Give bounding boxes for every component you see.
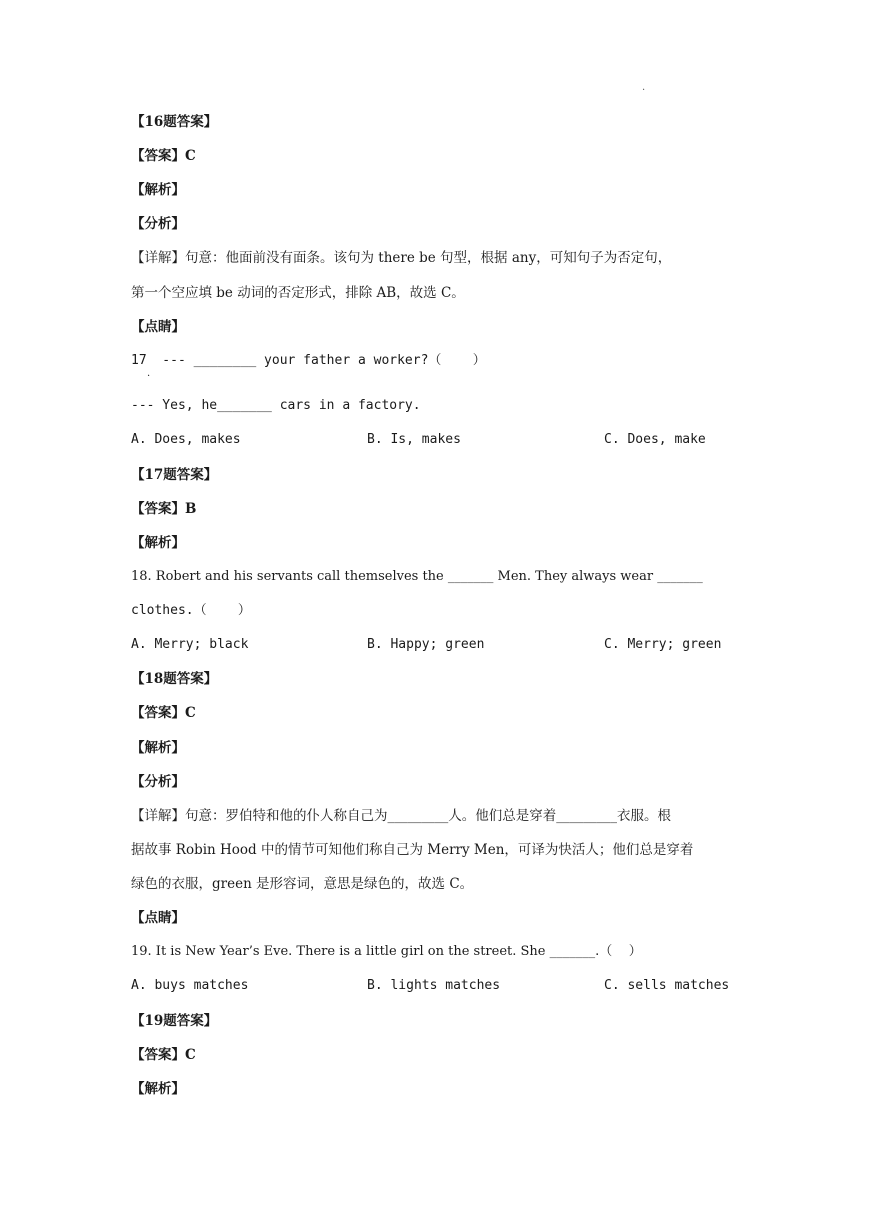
q18-option-c: C. Merry; green xyxy=(604,637,722,652)
header-dot: . xyxy=(642,82,646,93)
q18-stem-line-2: clothes.（ ） xyxy=(131,603,251,618)
q16-detail-line-2: 第一个空应填 be 动词的否定形式，排除 AB，故选 C。 xyxy=(131,285,465,301)
q19-stem: 19. It is New Year’s Eve. There is a little girl on the street. She _______.（ ） xyxy=(131,944,642,959)
q18-answer: 【答案】C xyxy=(131,705,196,721)
q19-analysis-heading: 【解析】 xyxy=(131,1081,185,1097)
q17-answer-heading: 【17题答案】 xyxy=(131,467,218,483)
q18-dianjing-heading: 【点睛】 xyxy=(131,910,185,926)
q16-detail-line-1: 【详解】句意：他面前没有面条。该句为 there be 句型，根据 any，可知句子为否定句， xyxy=(131,250,672,266)
q19-answer: 【答案】C xyxy=(131,1047,196,1063)
q18-detail-line-1: 【详解】句意：罗伯特和他的仆人称自己为_________人。他们总是穿着_________衣服。根 xyxy=(131,808,671,824)
q19-answer-heading: 【19题答案】 xyxy=(131,1013,218,1029)
q17-marker: . xyxy=(147,368,151,379)
q17-stem: 17 --- ________ your father a worker?（ ） xyxy=(131,353,486,368)
q18-option-b: B. Happy; green xyxy=(367,637,485,652)
q17-option-a: A. Does, makes xyxy=(131,432,241,447)
q18-stem-line-1: 18. Robert and his servants call themselves the _______ Men. They always wear _______ xyxy=(131,569,703,584)
q16-answer: 【答案】C xyxy=(131,148,196,164)
q18-option-a: A. Merry; black xyxy=(131,637,249,652)
q16-answer-heading: 【16题答案】 xyxy=(131,114,218,130)
q17-option-b: B. Is, makes xyxy=(367,432,461,447)
q17-stem-reply: --- Yes, he_______ cars in a factory. xyxy=(131,398,421,413)
q17-analysis-heading: 【解析】 xyxy=(131,535,185,551)
q19-option-c: C. sells matches xyxy=(604,978,730,993)
q18-detail-line-2: 据故事 Robin Hood 中的情节可知他们称自己为 Merry Men，可译为快活人；他们总是穿着 xyxy=(131,842,694,858)
q17-answer: 【答案】B xyxy=(131,501,197,517)
q17-option-c: C. Does, make xyxy=(604,432,706,447)
q18-analysis-heading: 【解析】 xyxy=(131,740,185,756)
q19-option-b: B. lights matches xyxy=(367,978,501,993)
q18-fenxi-heading: 【分析】 xyxy=(131,774,185,790)
q18-detail-line-3: 绿色的衣服，green 是形容词，意思是绿色的，故选 C。 xyxy=(131,876,474,892)
q18-answer-heading: 【18题答案】 xyxy=(131,671,218,687)
q19-option-a: A. buys matches xyxy=(131,978,249,993)
q16-dianjing-heading: 【点睛】 xyxy=(131,319,185,335)
q16-analysis-heading: 【解析】 xyxy=(131,182,185,198)
q16-fenxi-heading: 【分析】 xyxy=(131,216,185,232)
